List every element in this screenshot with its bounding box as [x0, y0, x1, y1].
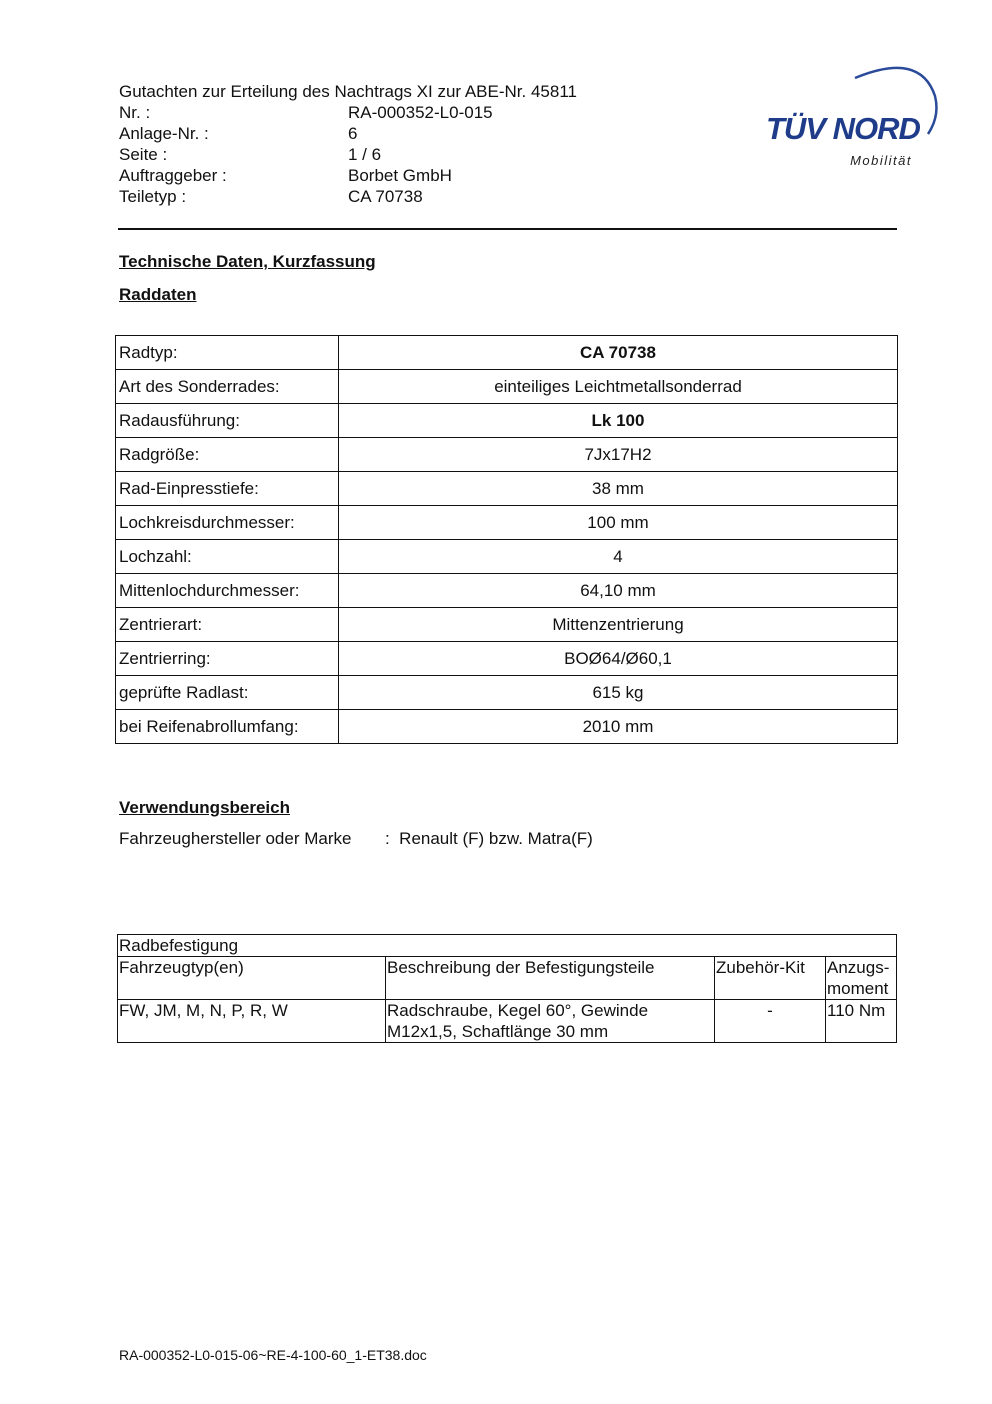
row-value: CA 70738: [339, 336, 898, 370]
meta-label: Auftraggeber :: [119, 166, 227, 185]
fixing-title: Radbefestigung: [118, 935, 897, 957]
meta-label: Anlage-Nr. :: [119, 124, 209, 143]
description-line: Radschraube, Kegel 60°, Gewinde: [387, 1001, 649, 1020]
usage-line: [119, 828, 593, 850]
section-title: Technische Daten, Kurzfassung: [119, 252, 376, 271]
fixing-header-row: [118, 957, 897, 1000]
meta-row: [119, 123, 493, 144]
row-value: BOØ64/Ø60,1: [339, 642, 898, 676]
cell-types: FW, JM, M, N, P, R, W: [118, 1000, 386, 1043]
row-value: 7Jx17H2: [339, 438, 898, 472]
usage-label: Fahrzeughersteller oder Marke: [119, 829, 352, 848]
row-label: Zentrierring:: [116, 642, 339, 676]
table-row: [116, 676, 898, 710]
row-label: Rad-Einpresstiefe:: [116, 472, 339, 506]
row-value: 4: [339, 540, 898, 574]
usage-heading: Verwendungsbereich: [119, 798, 290, 817]
table-row: [116, 472, 898, 506]
row-value: Mittenzentrierung: [339, 608, 898, 642]
wheel-heading: Raddaten: [119, 285, 197, 304]
row-label: Art des Sonderrades:: [116, 370, 339, 404]
row-label: Radausführung:: [116, 404, 339, 438]
document-title: Gutachten zur Erteilung des Nachtrags XI zur ABE-Nr. 45811: [119, 82, 577, 101]
header-types: Fahrzeugtyp(en): [118, 957, 386, 1000]
row-label: Radtyp:: [116, 336, 339, 370]
row-value: einteiliges Leichtmetallsonderrad: [339, 370, 898, 404]
row-label: Zentrierart:: [116, 608, 339, 642]
meta-value: CA 70738: [348, 187, 423, 206]
meta-label: Seite :: [119, 145, 168, 164]
meta-value: RA-000352-L0-015: [348, 103, 493, 122]
cell-description: [386, 1000, 715, 1043]
table-row: [116, 574, 898, 608]
row-value: 2010 mm: [339, 710, 898, 744]
row-value: Lk 100: [339, 404, 898, 438]
meta-row: [119, 144, 493, 165]
row-label: Mittenlochdurchmesser:: [116, 574, 339, 608]
wheel-data-table: [115, 335, 898, 744]
logo-brand: TÜV NORD: [766, 111, 920, 146]
row-label: Lochzahl:: [116, 540, 339, 574]
cell-kit: -: [715, 1000, 826, 1043]
header-torque: Anzugs- moment: [826, 957, 897, 1000]
fixing-table: [117, 934, 897, 1043]
row-label: Lochkreisdurchmesser:: [116, 506, 339, 540]
table-row: [116, 336, 898, 370]
footer-filename: RA-000352-L0-015-06~RE-4-100-60_1-ET38.doc: [119, 1347, 427, 1363]
row-value: 64,10 mm: [339, 574, 898, 608]
meta-row: [119, 102, 493, 123]
meta-label: Nr. :: [119, 103, 151, 122]
logo-subtitle: Mobilität: [850, 153, 912, 168]
header-kit: Zubehör-Kit: [715, 957, 826, 1000]
table-row: [116, 710, 898, 744]
description-line: M12x1,5, Schaftlänge 30 mm: [387, 1022, 609, 1041]
table-row: [116, 506, 898, 540]
fixing-title-row: [118, 935, 897, 957]
row-label: bei Reifenabrollumfang:: [116, 710, 339, 744]
row-value: 38 mm: [339, 472, 898, 506]
table-row: [116, 540, 898, 574]
table-row: [116, 370, 898, 404]
table-row: [116, 404, 898, 438]
header-meta-table: [119, 102, 493, 207]
tuev-nord-logo: [760, 56, 950, 176]
meta-label: Teiletyp :: [119, 187, 187, 206]
cell-torque: 110 Nm: [826, 1000, 897, 1043]
meta-row: [119, 186, 493, 207]
table-row: [116, 642, 898, 676]
meta-row: [119, 165, 493, 186]
table-row: [116, 438, 898, 472]
row-value: 615 kg: [339, 676, 898, 710]
header-divider: [118, 228, 897, 230]
row-label: Radgröße:: [116, 438, 339, 472]
row-value: 100 mm: [339, 506, 898, 540]
row-label: geprüfte Radlast:: [116, 676, 339, 710]
usage-value: : Renault (F) bzw. Matra(F): [385, 829, 593, 848]
meta-value: 6: [348, 124, 358, 143]
table-row: [118, 1000, 897, 1043]
header-description: Beschreibung der Befestigungsteile: [386, 957, 715, 1000]
table-row: [116, 608, 898, 642]
meta-value: Borbet GmbH: [348, 166, 452, 185]
meta-value: 1 / 6: [348, 145, 382, 164]
